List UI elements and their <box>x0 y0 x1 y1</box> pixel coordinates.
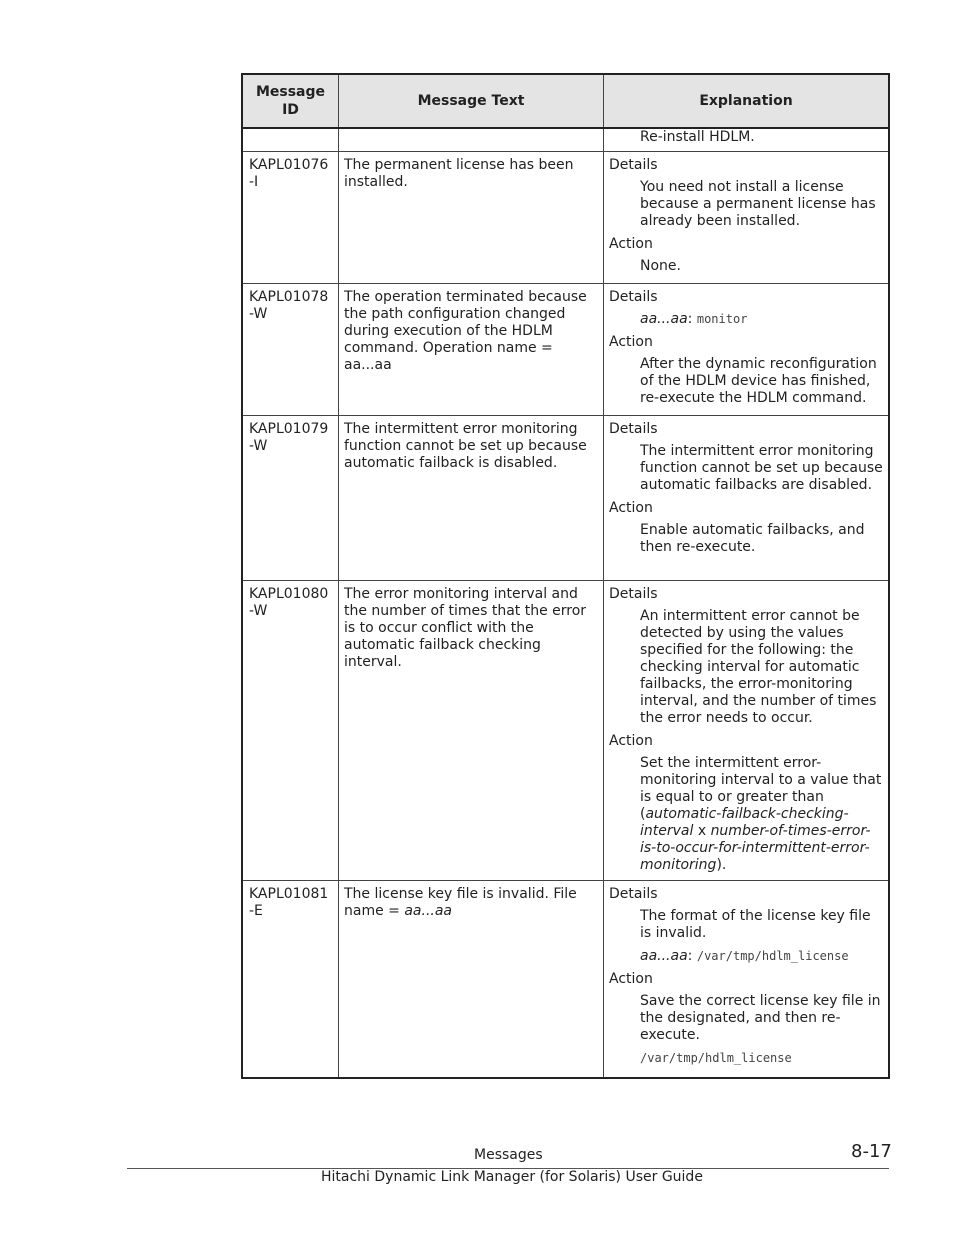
message-table <box>241 73 890 1079</box>
action-label: Action <box>609 236 653 252</box>
separator: : <box>687 311 697 327</box>
footer-book-title: Hitachi Dynamic Link Manager (for Solaris) User Guide <box>321 1169 703 1185</box>
variable: aa...aa <box>640 311 688 327</box>
action-text: None. <box>640 258 681 274</box>
cell-text <box>339 129 604 151</box>
cell-explanation <box>604 129 888 151</box>
continued-action: Re-install HDLM. <box>640 129 755 145</box>
message-id: KAPL01080 -W <box>243 581 339 880</box>
explanation <box>604 581 888 880</box>
details-label: Details <box>609 289 658 305</box>
code-value: monitor <box>696 312 748 326</box>
details-label: Details <box>609 421 658 437</box>
action-text-end: ). <box>716 857 727 873</box>
table-row <box>243 284 888 416</box>
message-id: KAPL01081 -E <box>243 881 339 1077</box>
cell-id <box>243 129 339 151</box>
explanation <box>604 416 888 580</box>
action-text: After the dynamic reconfiguration of the HDLM device has finished, re-execute the HDLM command. <box>640 356 877 406</box>
action-text <box>640 755 883 874</box>
explanation <box>604 152 888 283</box>
action-label: Action <box>609 334 653 350</box>
table-row <box>243 416 888 581</box>
footer-section-title: Messages <box>474 1147 543 1163</box>
details-text: You need not install a license because a permanent license has already been installed. <box>640 179 876 229</box>
details-file <box>640 948 883 965</box>
table-row-continuation <box>243 129 888 152</box>
table-row <box>243 581 888 881</box>
details-label: Details <box>609 586 658 602</box>
action-text: Save the correct license key file in the designated, and then re-execute. <box>640 993 881 1043</box>
message-id: KAPL01079 -W <box>243 416 339 580</box>
details-text: The intermittent error monitoring function cannot be set up because automatic failbacks are disabled. <box>640 443 883 493</box>
variable: aa...aa <box>640 948 688 964</box>
variable: automatic-failback-checking-interval <box>640 806 849 839</box>
message-id: KAPL01078 -W <box>243 284 339 415</box>
action-text-start: Set the intermittent error-monitoring interval to a value that is equal to or greater than ( <box>640 755 882 822</box>
table-row <box>243 152 888 284</box>
table-row <box>243 881 888 1077</box>
code-value: /var/tmp/hdlm_license <box>696 949 849 963</box>
message-text: The operation terminated because the path configuration changed during execution of the HDLM command. Operation name = aa...aa <box>339 284 604 415</box>
action-label: Action <box>609 733 653 749</box>
variable: number-of-times-error-is-to-occur-for-intermittent-error-monitoring <box>640 823 871 873</box>
explanation <box>604 284 888 415</box>
separator: : <box>687 948 697 964</box>
details-text: An intermittent error cannot be detected by using the values specified for the following: the checking interval for automatic failbacks, the error-monitoring interval, and the number of times the error needs to occur. <box>640 608 877 726</box>
details-label: Details <box>609 886 658 902</box>
action-file-path: /var/tmp/hdlm_license <box>640 1051 792 1065</box>
message-text: The error monitoring interval and the number of times that the error is to occur conflict with the automatic failback checking interval. <box>339 581 604 880</box>
variable: aa...aa <box>404 903 453 919</box>
message-text <box>339 881 604 1077</box>
header-explanation: Explanation <box>699 93 793 109</box>
message-id: KAPL01076 -I <box>243 152 339 283</box>
table-header-row <box>243 75 888 129</box>
action-text: Enable automatic failbacks, and then re-execute. <box>640 522 865 555</box>
details-text: The format of the license key file is invalid. <box>640 908 871 941</box>
header-message-id: Message ID <box>243 75 339 127</box>
action-label: Action <box>609 971 653 987</box>
operator: x <box>693 823 711 839</box>
explanation <box>604 881 888 1077</box>
message-text: The intermittent error monitoring function cannot be set up because automatic failback is disabled. <box>339 416 604 580</box>
action-label: Action <box>609 500 653 516</box>
details-label: Details <box>609 157 658 173</box>
page-number: 8-17 <box>851 1141 892 1162</box>
message-text-start: The license key file is invalid. File name = <box>344 886 577 919</box>
details-text <box>640 311 883 328</box>
message-text: The permanent license has been installed. <box>339 152 604 283</box>
header-message-text: Message Text <box>339 75 604 127</box>
